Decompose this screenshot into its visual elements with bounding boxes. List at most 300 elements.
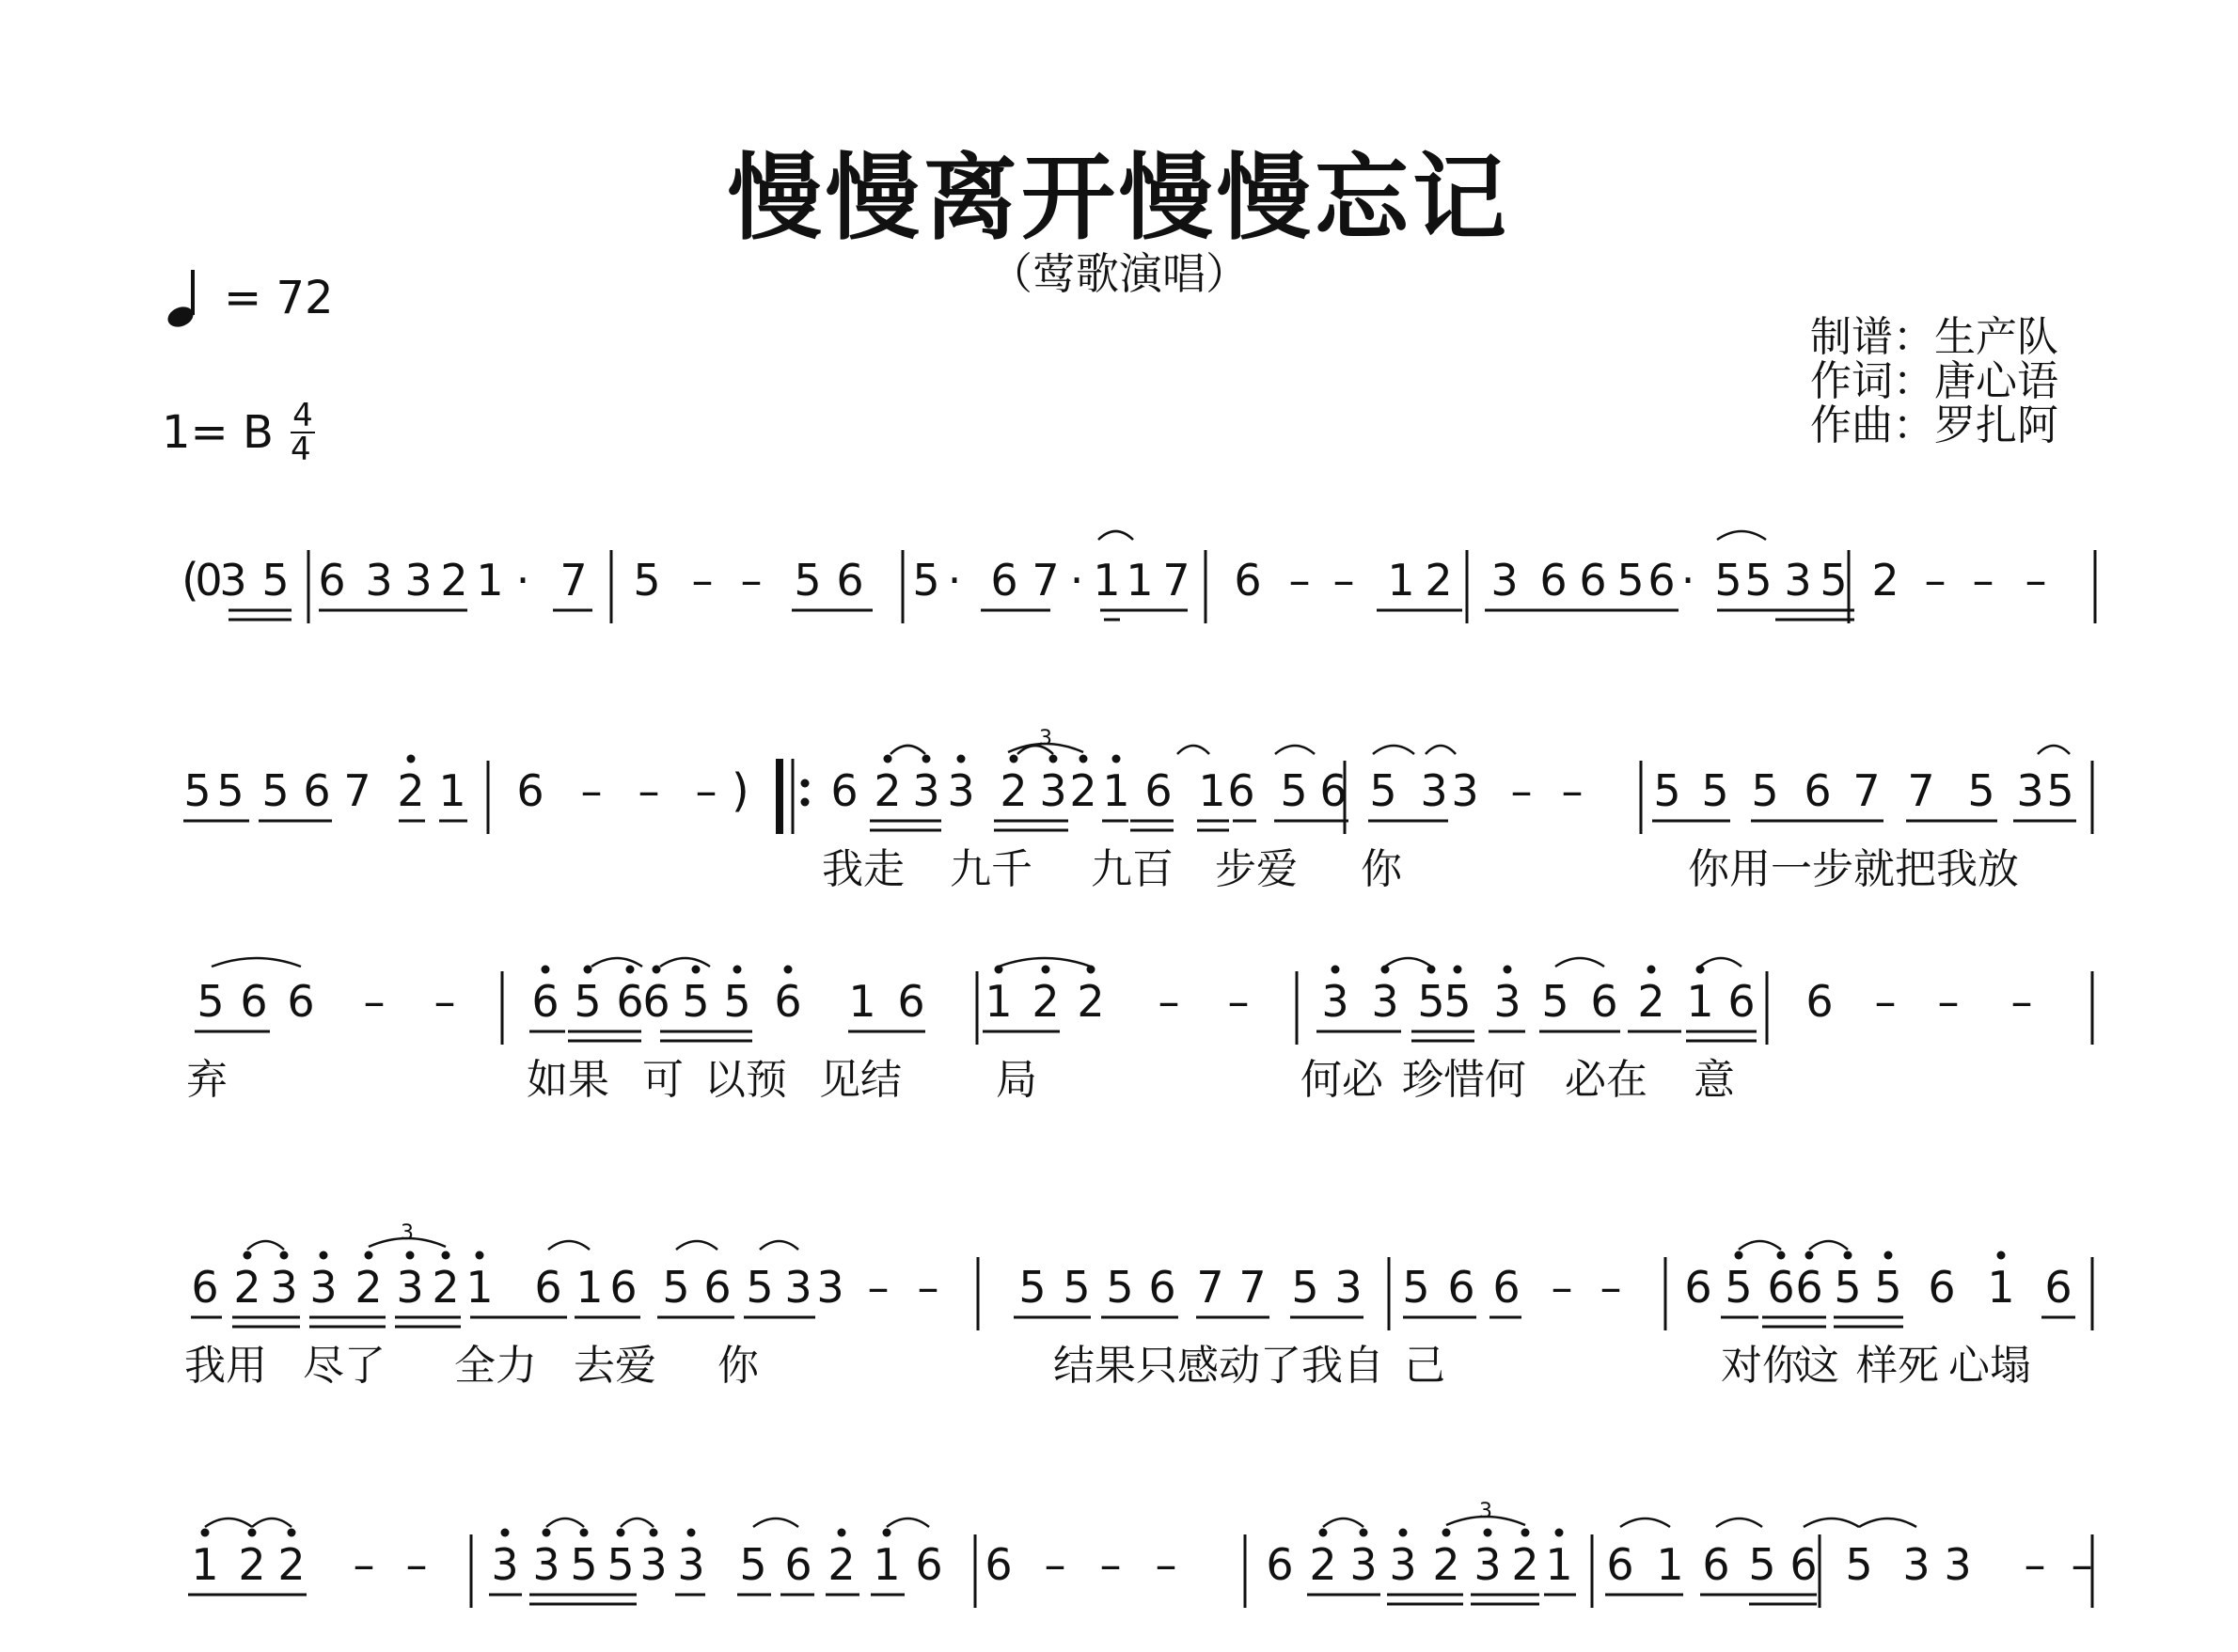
note: 6 <box>784 1539 812 1590</box>
note: 5 <box>746 1262 774 1313</box>
time-numerator: 4 <box>292 397 313 434</box>
octave-dot-above <box>442 1251 450 1260</box>
dot-mark: · <box>947 555 962 606</box>
repeat-dot <box>801 779 810 788</box>
lyric: 我用 <box>184 1342 267 1390</box>
note: 3 <box>396 1262 424 1313</box>
triplet-mark: 3 <box>401 1221 414 1245</box>
slur <box>676 1241 717 1250</box>
dash-mark: – <box>1937 976 1960 1027</box>
dash-mark: – <box>580 765 603 816</box>
song-title: 慢慢离开慢慢忘记 <box>728 143 1510 253</box>
slur <box>753 1518 798 1527</box>
note: 3 <box>677 1539 705 1590</box>
octave-dot-above <box>1112 755 1121 763</box>
octave-dot-above <box>501 1529 510 1537</box>
note: 6 <box>1684 1262 1712 1313</box>
dash-mark: – <box>353 1539 375 1590</box>
octave-dot-above <box>687 1529 696 1537</box>
note: 3 <box>784 1262 812 1313</box>
slur <box>546 1518 584 1527</box>
octave-dot-above <box>1332 966 1340 974</box>
lyric: 你 <box>717 1342 759 1390</box>
note: 3 <box>1493 976 1521 1027</box>
note: 7 <box>1238 1262 1267 1313</box>
note: 2 <box>397 765 425 816</box>
octave-dot-above <box>476 1251 484 1260</box>
dash-mark: – <box>867 1262 890 1313</box>
octave-dot-above <box>1319 1529 1328 1537</box>
octave-dot-above <box>244 1251 252 1260</box>
note: 2 <box>1000 765 1028 816</box>
slur <box>1426 746 1456 754</box>
note: 5 <box>1541 976 1569 1027</box>
note: 5 <box>2046 765 2074 816</box>
note: 5 <box>574 976 602 1027</box>
note: 5 <box>662 1262 690 1313</box>
note: 5 <box>1063 1262 1091 1313</box>
dash-mark: – <box>1924 555 1946 606</box>
lyric: 你 <box>1361 845 1402 893</box>
dash-mark: – <box>363 976 386 1027</box>
dash-mark: – <box>691 555 714 606</box>
lyric: 必在 <box>1565 1056 1647 1104</box>
note: 5 <box>1834 1262 1862 1313</box>
note: 6 <box>1702 1539 1730 1590</box>
lyric: 如果 <box>527 1056 609 1104</box>
note: 1 <box>476 555 504 606</box>
time-denominator: 4 <box>291 432 315 465</box>
note: 5 <box>912 555 940 606</box>
octave-dot-above <box>957 755 966 763</box>
dash-mark: – <box>1288 555 1311 606</box>
note: 6 <box>830 765 859 816</box>
lyric: 何必 <box>1300 1056 1383 1104</box>
lyric: 己 <box>1404 1342 1445 1390</box>
note: 6 <box>191 1262 219 1313</box>
note: 6 <box>774 976 802 1027</box>
octave-dot-above <box>1777 1251 1786 1260</box>
note: 5 <box>723 976 751 1027</box>
note: 2 <box>1637 976 1665 1027</box>
note: 5 <box>1874 1262 1902 1313</box>
note: 1 <box>438 765 466 816</box>
note: 2 <box>1871 555 1899 606</box>
note: 5 <box>1106 1262 1134 1313</box>
slur <box>1859 1518 1916 1527</box>
note: 2 <box>1032 976 1060 1027</box>
note: 2 <box>1309 1539 1337 1590</box>
dash-mark: – <box>1044 1539 1066 1590</box>
note: 2 <box>277 1539 306 1590</box>
slur <box>890 746 925 754</box>
note: 6 <box>534 1262 562 1313</box>
lyric: 对你 <box>1721 1342 1804 1390</box>
slur <box>247 1241 284 1250</box>
note: 0 <box>195 555 223 606</box>
dash-mark: – <box>2010 976 2033 1027</box>
lyric: 意 <box>1694 1056 1735 1104</box>
dash-mark: – <box>1099 1539 1122 1590</box>
note: 7 <box>1196 1262 1224 1313</box>
note: 7 <box>1907 765 1935 816</box>
lyric: 样死 <box>1856 1342 1939 1390</box>
note: 5 <box>682 976 710 1027</box>
octave-dot-above <box>1080 755 1088 763</box>
note: 6 <box>703 1262 732 1313</box>
note: 2 <box>238 1539 266 1590</box>
lyric: 珍惜何 <box>1402 1056 1526 1104</box>
note: 7 <box>1032 555 1060 606</box>
dash-mark: – <box>2024 1539 2046 1590</box>
octave-dot-above <box>1042 966 1050 974</box>
note: 5 <box>1653 765 1681 816</box>
note: 2 <box>1432 1539 1460 1590</box>
note: 3 <box>1371 976 1399 1027</box>
note: 3 <box>365 555 393 606</box>
octave-dot-above <box>1647 966 1656 974</box>
note: 6 <box>897 976 925 1027</box>
note: 6 <box>318 555 346 606</box>
note: 1 <box>1126 555 1154 606</box>
dash-mark: – <box>695 765 717 816</box>
note: 1 <box>575 1262 604 1313</box>
note: 3 <box>1902 1539 1931 1590</box>
note: 6 <box>240 976 268 1027</box>
lyric: 九百 <box>1091 845 1174 893</box>
octave-dot-above <box>542 966 550 974</box>
note: 6 <box>1227 765 1255 816</box>
note: 5 <box>794 555 822 606</box>
note: 6 <box>1804 765 1832 816</box>
note: 3 <box>270 1262 298 1313</box>
credit-composer: 作曲：罗扎阿 <box>1810 401 2058 449</box>
note: 6 <box>616 976 644 1027</box>
octave-dot-above <box>1454 966 1462 974</box>
note: 5 <box>1725 1262 1753 1313</box>
lyric: 弃 <box>186 1056 228 1104</box>
note: 2 <box>827 1539 856 1590</box>
note: 3 <box>1784 555 1812 606</box>
octave-dot-above <box>650 1529 658 1537</box>
note: 5 <box>1967 765 1995 816</box>
note: 3 <box>912 765 940 816</box>
note: 6 <box>1266 1539 1294 1590</box>
note: 6 <box>1805 976 1834 1027</box>
note: 3 <box>309 1262 338 1313</box>
note: 3 <box>532 1539 560 1590</box>
note: 5 <box>1748 1539 1776 1590</box>
note: 6 <box>915 1539 943 1590</box>
octave-dot-above <box>580 1529 589 1537</box>
lyric: 你用一步就把我放 <box>1688 845 2019 893</box>
octave-dot-above <box>280 1251 289 1260</box>
note: 5 <box>197 976 225 1027</box>
octave-dot-above <box>1844 1251 1852 1260</box>
dash-mark: – <box>2025 555 2047 606</box>
note: 2 <box>432 1262 460 1313</box>
dash-mark: – <box>1551 1262 1573 1313</box>
octave-dot-above <box>1010 755 1018 763</box>
dash-mark: – <box>1972 555 1994 606</box>
note: 6 <box>1647 555 1676 606</box>
octave-dot-above <box>617 1529 625 1537</box>
note: 5 <box>1845 1539 1873 1590</box>
lyric: 局 <box>996 1056 1037 1104</box>
note: 1 <box>1387 555 1415 606</box>
octave-dot-above <box>1735 1251 1743 1260</box>
note: 3 <box>1944 1539 1972 1590</box>
tempo-value: = 72 <box>224 272 334 324</box>
note: 6 <box>990 555 1018 606</box>
octave-dot-above <box>320 1251 328 1260</box>
note: 6 <box>609 1262 638 1313</box>
note: 6 <box>531 976 560 1027</box>
note: 5 <box>261 765 290 816</box>
note: 2 <box>440 555 468 606</box>
note: 5 <box>261 555 290 606</box>
note: 5 <box>1744 555 1773 606</box>
lyric: 可 <box>642 1056 684 1104</box>
note: 1 <box>1545 1539 1573 1590</box>
note: 7 <box>1162 555 1190 606</box>
note: 1 <box>191 1539 219 1590</box>
slur <box>1620 1518 1670 1527</box>
lyric: 这 <box>1798 1342 1839 1390</box>
slur <box>1717 531 1766 540</box>
note: 6 <box>1767 1262 1795 1313</box>
octave-dot-above <box>201 1529 210 1537</box>
note: 5 <box>1369 765 1397 816</box>
note: 3 <box>1039 765 1067 816</box>
octave-dot-above <box>543 1529 551 1537</box>
note: 5 <box>1443 976 1472 1027</box>
lyric: 我走 <box>822 845 905 893</box>
note: 5 <box>1417 976 1445 1027</box>
note: 3 <box>947 765 975 816</box>
note: 3 <box>2016 765 2044 816</box>
octave-dot-above <box>692 966 701 974</box>
octave-dot-above <box>1399 1529 1408 1537</box>
octave-dot-above <box>626 966 635 974</box>
octave-dot-above <box>922 755 931 763</box>
slur <box>1275 746 1315 754</box>
note: 5 <box>739 1539 767 1590</box>
slur <box>660 958 710 967</box>
octave-dot-above <box>288 1529 296 1537</box>
note: 6 <box>2044 1262 2073 1313</box>
slur <box>1373 746 1414 754</box>
octave-dot-above <box>407 755 416 763</box>
lyric: 步爱 <box>1215 845 1298 893</box>
note: 3 <box>1420 765 1448 816</box>
dot-mark: · <box>1069 555 1084 606</box>
octave-dot-above <box>1997 1251 2006 1260</box>
dash-mark: – <box>917 1262 939 1313</box>
close-paren: ) <box>732 764 749 817</box>
octave-dot-above <box>883 1529 891 1537</box>
note: 1 <box>465 1262 494 1313</box>
note: 1 <box>848 976 876 1027</box>
slur <box>1739 1241 1781 1250</box>
note: 6 <box>1795 1262 1823 1313</box>
note: 7 <box>343 765 371 816</box>
octave-dot-above <box>733 966 742 974</box>
octave-dot-above <box>406 1251 415 1260</box>
octave-dot-above <box>1555 1529 1564 1537</box>
note: 5 <box>1701 765 1729 816</box>
octave-dot-above <box>1484 1529 1492 1537</box>
slur <box>621 1518 654 1527</box>
dash-mark: – <box>1874 976 1897 1027</box>
lyric: 心塌 <box>1948 1342 2031 1390</box>
slur <box>548 1241 590 1250</box>
lyric: 结果只感动了我自 <box>1053 1342 1384 1390</box>
slur <box>1177 746 1209 754</box>
note: 6 <box>303 765 331 816</box>
note: 1 <box>1102 765 1130 816</box>
key-value: 1= B <box>162 406 274 459</box>
note: 5 <box>1820 555 1848 606</box>
note: 6 <box>1319 765 1348 816</box>
note: 3 <box>1389 1539 1417 1590</box>
repeat-dot <box>801 798 810 807</box>
note: 5 <box>1751 765 1779 816</box>
note: 5 <box>216 765 244 816</box>
slur <box>212 958 301 967</box>
octave-dot-above <box>784 966 793 974</box>
slur <box>1323 1518 1363 1527</box>
note: 3 <box>219 555 247 606</box>
dot-mark: · <box>515 555 530 606</box>
note: 6 <box>1539 555 1568 606</box>
octave-dot-above <box>653 966 661 974</box>
slur <box>1555 958 1604 967</box>
note: 5 <box>1616 555 1645 606</box>
note: 6 <box>1928 1262 1956 1313</box>
octave-dot-above <box>1805 1251 1814 1260</box>
slur <box>1385 958 1431 967</box>
triplet-mark: 3 <box>1039 727 1052 750</box>
note: 1 <box>1656 1539 1684 1590</box>
open-paren: ( <box>181 554 199 606</box>
note: 5 <box>1018 1262 1047 1313</box>
lyric: 见结 <box>819 1056 902 1104</box>
dash-mark: – <box>1155 1539 1177 1590</box>
dash-mark: – <box>1158 976 1180 1027</box>
octave-dot-above <box>584 966 592 974</box>
note: 1 <box>1987 1262 2015 1313</box>
note: 7 <box>1852 765 1881 816</box>
slur <box>591 958 642 967</box>
note: 3 <box>816 1262 844 1313</box>
note: 6 <box>642 976 670 1027</box>
note: 5 <box>570 1539 598 1590</box>
dash-mark: – <box>1561 765 1584 816</box>
octave-dot-above <box>1360 1529 1368 1537</box>
octave-dot-above <box>248 1529 257 1537</box>
note: 5 <box>1280 765 1308 816</box>
dash-mark: – <box>405 1539 428 1590</box>
performer-subtitle: （莺歌演唱） <box>989 248 1249 299</box>
note: 2 <box>874 765 902 816</box>
credit-lyricist: 作词：唐心语 <box>1810 357 2058 405</box>
note: 6 <box>1789 1539 1818 1590</box>
lyric: 去爱 <box>574 1342 656 1390</box>
note: 6 <box>836 555 864 606</box>
note: 6 <box>1579 555 1607 606</box>
note: 1 <box>1686 976 1714 1027</box>
note: 3 <box>1474 1539 1502 1590</box>
note: 6 <box>516 765 544 816</box>
note: 2 <box>355 1262 383 1313</box>
note: 1 <box>873 1539 901 1590</box>
slur <box>2038 746 2070 754</box>
lyric: 尽了 <box>303 1342 386 1390</box>
slur <box>887 1518 929 1527</box>
note: 3 <box>1490 555 1519 606</box>
octave-dot-above <box>1049 755 1058 763</box>
note: 6 <box>1234 555 1262 606</box>
note: 5 <box>607 1539 635 1590</box>
octave-dot-above <box>884 755 892 763</box>
note: 6 <box>287 976 315 1027</box>
note: 2 <box>1077 976 1105 1027</box>
note: 6 <box>1606 1539 1634 1590</box>
note: 6 <box>1144 765 1173 816</box>
triplet-mark: 3 <box>1479 1500 1492 1523</box>
note: 2 <box>233 1262 261 1313</box>
note: 6 <box>1148 1262 1176 1313</box>
slur <box>205 1518 252 1527</box>
slur <box>1809 1241 1848 1250</box>
octave-dot-above <box>365 1251 373 1260</box>
lyric: 以预 <box>704 1056 787 1104</box>
slur <box>252 1518 292 1527</box>
note: 3 <box>1334 1262 1363 1313</box>
note: 3 <box>1349 1539 1378 1590</box>
note: 5 <box>633 555 661 606</box>
credit-arranger: 制谱：生产队 <box>1810 313 2058 361</box>
dash-mark: – <box>2071 1539 2093 1590</box>
dash-mark: – <box>433 976 456 1027</box>
note: 3 <box>1451 765 1479 816</box>
dash-mark: – <box>1600 1262 1622 1313</box>
note: 5 <box>1714 555 1742 606</box>
note: 7 <box>560 555 588 606</box>
octave-dot-above <box>1884 1251 1893 1260</box>
dot-mark: · <box>1680 555 1695 606</box>
dash-mark: – <box>638 765 660 816</box>
note: 1 <box>1093 555 1121 606</box>
note: 5 <box>1291 1262 1319 1313</box>
dash-mark: – <box>1510 765 1533 816</box>
note: 5 <box>1402 1262 1430 1313</box>
note: 3 <box>1321 976 1349 1027</box>
slur <box>760 1241 798 1250</box>
lyric: 九千 <box>950 845 1032 893</box>
note: 2 <box>1069 765 1097 816</box>
note: 6 <box>1447 1262 1475 1313</box>
note: 1 <box>985 976 1013 1027</box>
slur <box>1098 531 1133 540</box>
dash-mark: – <box>1332 555 1355 606</box>
dash-mark: – <box>740 555 763 606</box>
note: 6 <box>985 1539 1013 1590</box>
note: 1 <box>1198 765 1226 816</box>
slur <box>1804 1518 1859 1527</box>
lyric: 全力 <box>454 1342 537 1390</box>
